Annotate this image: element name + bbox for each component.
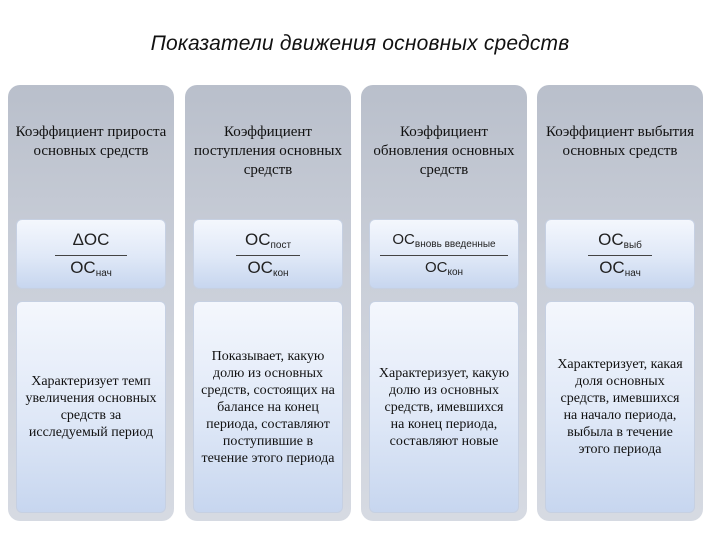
formula-denominator: $ОС_{нач}$ (70, 258, 112, 279)
description-box (369, 301, 519, 513)
page-title: Показатели движения основных средств (150, 32, 570, 55)
description-box (193, 301, 343, 513)
formula-numerator: $ОС_{вновь введенные}$ (392, 231, 496, 250)
fraction-bar (55, 255, 127, 256)
formula-numerator: ΔОС (72, 230, 110, 249)
formula-denominator: $ОС_{нач}$ (599, 258, 641, 279)
column-description: Характеризует темп увеличения основных средств за исследуемый период (25, 374, 157, 440)
column-heading: Коэффициент обновления основных средств (373, 124, 515, 178)
formula-box (369, 219, 519, 289)
formula (546, 220, 694, 288)
formula-denominator: $ОС_{кон}$ (424, 259, 464, 278)
column-renewal-ratio (361, 85, 527, 521)
formula (17, 220, 165, 288)
column-description: Характеризует, какую долю из основных средств, имевшихся на конец периода, составляют новые (378, 365, 510, 449)
formula-numerator: $ОС_{пост}$ (244, 230, 292, 251)
fraction-bar (236, 255, 300, 256)
formula (194, 220, 342, 288)
column-heading: Коэффициент прироста основных средств (15, 124, 167, 159)
column-growth-ratio (8, 85, 174, 521)
column-heading: Коэффициент выбытия основных средств (545, 124, 695, 159)
formula-box (193, 219, 343, 289)
formula-numerator: $ОС_{выб}$ (598, 230, 642, 251)
column-description: Показывает, какую долю из основных средств, состоящих на балансе на конец периода, составляют поступившие в течение этого периода (201, 348, 335, 466)
description-box (545, 301, 695, 513)
fraction-bar (588, 255, 652, 256)
formula (370, 220, 518, 288)
formula-box (16, 219, 166, 289)
description-box (16, 301, 166, 513)
formula-denominator: $ОС_{кон}$ (247, 258, 289, 279)
column-heading: Коэффициент поступления основных средств (193, 124, 343, 178)
formula-box (545, 219, 695, 289)
column-inflow-ratio (185, 85, 351, 521)
column-disposal-ratio (537, 85, 703, 521)
column-description: Характеризует, какая доля основных средств, имевшихся на начало периода, выбыла в течение этого периода (557, 357, 683, 457)
fraction-bar (380, 255, 508, 256)
